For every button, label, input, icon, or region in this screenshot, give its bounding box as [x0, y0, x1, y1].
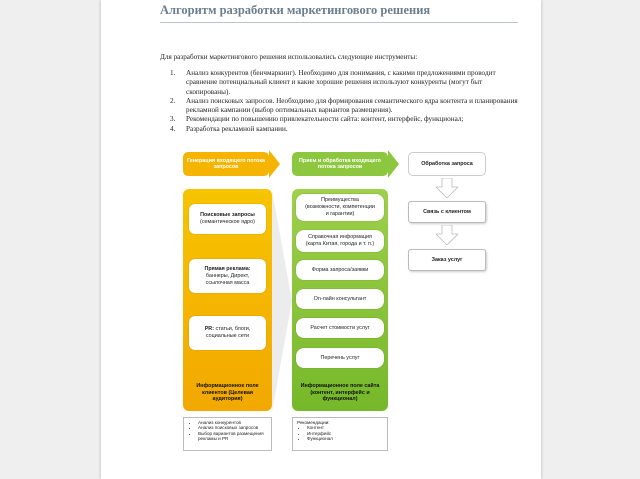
header-generation: Генерация входящего потока запросов: [183, 152, 269, 176]
arrow-right-icon: [388, 150, 399, 178]
arrow-right-icon: [269, 150, 280, 178]
header-processing: Обработка запроса: [408, 152, 486, 176]
down-arrow-icon: [436, 178, 458, 198]
header-reception: Прием и обработка входящего потока запросов: [292, 152, 388, 176]
card-reference-info: Справочная информация (карта Китая, города и т. п.): [296, 230, 384, 252]
title-underline: [160, 22, 518, 23]
contact-client-box: Связь с клиентом: [408, 201, 486, 223]
list-item: 1. Анализ конкурентов (бенчмаркинг). Необходимо для понимания, с какими предложениями проводит сравнение потенциальный клиент и какие хорошие решения используют конкуренты (могут быт скопированы).: [170, 69, 496, 96]
card-online-consultant: On-лайн консультант: [296, 289, 384, 309]
card-request-form: Форма запроса/заявки: [296, 260, 384, 280]
card-search-queries: Поисковые запросы (семантическое ядро): [189, 204, 266, 234]
big-arrow-icon: [272, 190, 292, 412]
note-recommendations: Рекомендации: • Контент • Интерфейс • Функционал: [292, 417, 388, 451]
down-arrow-icon: [436, 225, 458, 245]
list-item: 2. Анализ поисковых запросов. Необходимо для формирования семантического ядра контента и планирования рекламной кампании (выбор оптимальных вариантов размещения).: [170, 96, 518, 115]
card-advantages: Преимущества (возможности, компетенции и гарантии): [296, 194, 384, 221]
intro-paragraph: Для разработки маркетингового решения использовались следующие инструменты:: [160, 53, 418, 61]
card-cost-calc: Расчет стоимости услуг: [296, 318, 384, 338]
card-direct-ads: Прямая реклама: баннеры, Директ, ссылочная масса: [189, 259, 266, 293]
list-item: 4. Разработка рекламной кампании.: [170, 124, 288, 133]
card-pr: PR: статьи, блоги, социальные сети: [189, 316, 266, 350]
card-services-list: Перечень услуг: [296, 348, 384, 368]
note-analysis: • Анализ конкурентов • Анализ поисковых запросов • Выбор вариантов размещения рекламы и PR: [183, 417, 272, 451]
document-title: Алгоритм разработки маркетингового решения: [160, 3, 431, 17]
order-services-box: Заказ услуг: [408, 249, 486, 271]
steps-list: [170, 69, 526, 134]
site-info-caption: Информационное поле сайта (контент, интерфейс и функционал): [300, 383, 380, 403]
client-info-caption: Информационное поле клиентов (Целевая аудитория): [196, 383, 259, 403]
list-item: 3. Рекомендации по повышению привлекательности сайта: контент, интерфейс, функционал;: [170, 115, 464, 124]
